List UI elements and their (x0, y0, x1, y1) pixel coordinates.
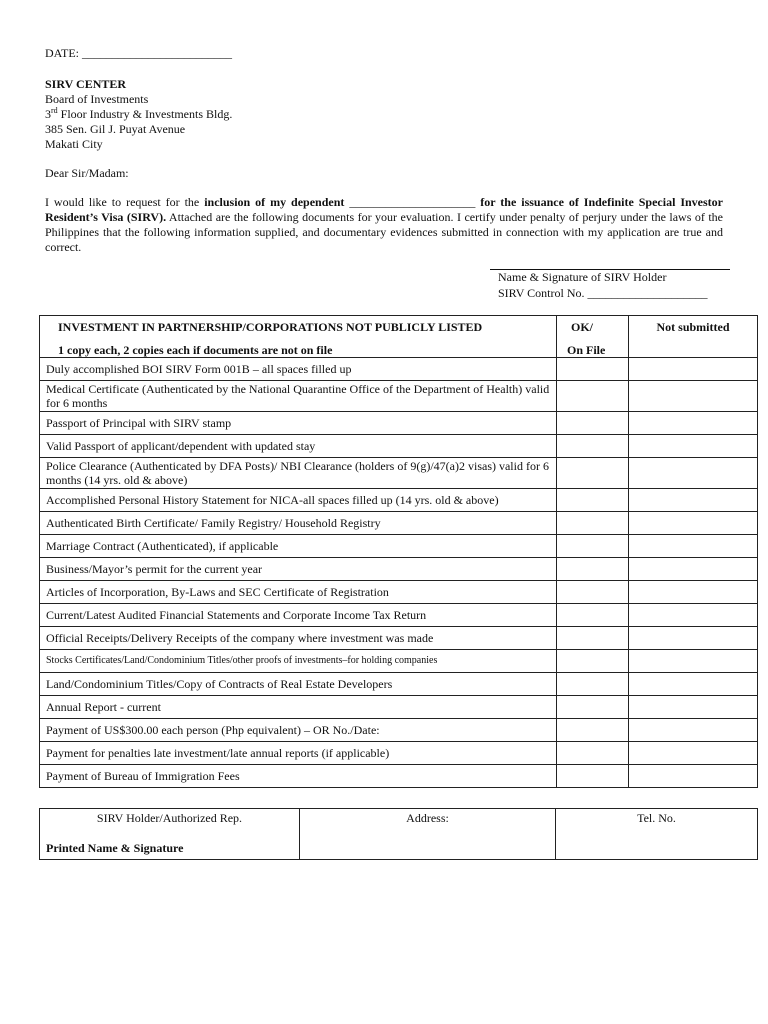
checklist-item-label: Police Clearance (Authenticated by DFA Posts)/ NBI Clearance (holders of 9(g)/47(a)2 visas) valid for 6 months (14 yrs. old & above) (40, 458, 557, 489)
not-submitted-checkbox[interactable] (629, 412, 758, 435)
not-submitted-checkbox[interactable] (629, 489, 758, 512)
ok-on-file-checkbox[interactable] (557, 673, 629, 696)
signature-label: Name & Signature of SIRV Holder (498, 270, 667, 284)
request-paragraph: I would like to request for the inclusion of my dependent _____________________ for the issuance of Indefinite Special Investor Resident’s Visa (SIRV). Attached are the following documents for your evaluation. I certify under penalty of perjury under the laws of the Philippines that the following information supplied, and documentary evidences submitted in connection with my application are true and correct. (45, 195, 724, 254)
checklist-row (40, 412, 758, 435)
header-ok-cell: OK/ On File (557, 316, 629, 358)
checklist-row (40, 535, 758, 558)
header-not-submitted: Not submitted (629, 316, 758, 358)
checklist-row (40, 604, 758, 627)
checklist-row (40, 435, 758, 458)
checklist-item-label: Authenticated Birth Certificate/ Family Registry/ Household Registry (40, 512, 557, 535)
header-title: INVESTMENT IN PARTNERSHIP/CORPORATIONS NOT PUBLICLY LISTED (58, 320, 483, 334)
ok-on-file-checkbox[interactable] (557, 558, 629, 581)
checklist-row (40, 696, 758, 719)
not-submitted-checkbox[interactable] (629, 535, 758, 558)
ok-on-file-checkbox[interactable] (557, 604, 629, 627)
printed-name-label: Printed Name & Signature (46, 841, 184, 855)
ok-on-file-checkbox[interactable] (557, 535, 629, 558)
not-submitted-checkbox[interactable] (629, 604, 758, 627)
ok-on-file-checkbox[interactable] (557, 358, 629, 381)
not-submitted-checkbox[interactable] (629, 673, 758, 696)
ok-on-file-checkbox[interactable] (557, 435, 629, 458)
ok-on-file-checkbox[interactable] (557, 696, 629, 719)
not-submitted-checkbox[interactable] (629, 512, 758, 535)
ok-on-file-checkbox[interactable] (557, 489, 629, 512)
checklist-row (40, 719, 758, 742)
authorized-rep-cell[interactable] (40, 809, 300, 860)
not-submitted-checkbox[interactable] (629, 650, 758, 673)
checklist-header (40, 316, 758, 358)
checklist-item-label: Stocks Certificates/Land/Condominium Titles/other proofs of investments–for holding companies (40, 650, 557, 673)
recipient-line-1: Board of Investments (45, 92, 149, 106)
not-submitted-checkbox[interactable] (629, 558, 758, 581)
dependent-name-blank[interactable]: _____________________ (344, 195, 481, 209)
recipient-line-3: 385 Sen. Gil J. Puyat Avenue (45, 122, 186, 136)
checklist-row (40, 581, 758, 604)
date-field[interactable]: DATE: _________________________ (45, 46, 232, 60)
checklist-item-label: Payment of Bureau of Immigration Fees (40, 765, 557, 788)
not-submitted-checkbox[interactable] (629, 435, 758, 458)
checklist-item-label: Accomplished Personal History Statement for NICA-all spaces filled up (14 yrs. old & above) (40, 489, 557, 512)
checklist-item-label: Land/Condominium Titles/Copy of Contracts of Real Estate Developers (40, 673, 557, 696)
checklist-item-label: Current/Latest Audited Financial Statements and Corporate Income Tax Return (40, 604, 557, 627)
control-number-field[interactable]: SIRV Control No. ____________________ (498, 286, 708, 300)
header-subtitle: 1 copy each, 2 copies each if documents are not on file (58, 343, 333, 357)
recipient-line-2: 3rd Floor Industry & Investments Bldg. (45, 106, 233, 121)
checklist-row (40, 673, 758, 696)
checklist-row (40, 765, 758, 788)
not-submitted-checkbox[interactable] (629, 696, 758, 719)
ok-on-file-checkbox[interactable] (557, 412, 629, 435)
not-submitted-checkbox[interactable] (629, 458, 758, 489)
ok-on-file-checkbox[interactable] (557, 650, 629, 673)
not-submitted-checkbox[interactable] (629, 765, 758, 788)
tel-cell[interactable] (556, 809, 758, 860)
salutation: Dear Sir/Madam: (45, 166, 129, 180)
tel-label: Tel. No. (637, 811, 676, 825)
recipient-line-4: Makati City (45, 137, 103, 151)
checklist-row (40, 650, 758, 673)
ok-on-file-checkbox[interactable] (557, 458, 629, 489)
document-checklist (39, 315, 758, 788)
recipient-center: SIRV CENTER (45, 77, 127, 91)
checklist-row (40, 512, 758, 535)
not-submitted-checkbox[interactable] (629, 381, 758, 412)
checklist-item-label: Annual Report - current (40, 696, 557, 719)
authorized-rep-label: SIRV Holder/Authorized Rep. (96, 811, 243, 825)
ok-on-file-checkbox[interactable] (557, 719, 629, 742)
address-label: Address: (406, 811, 449, 825)
not-submitted-checkbox[interactable] (629, 358, 758, 381)
ok-on-file-checkbox[interactable] (557, 581, 629, 604)
checklist-item-label: Business/Mayor’s permit for the current year (40, 558, 557, 581)
checklist-item-label: Articles of Incorporation, By-Laws and SEC Certificate of Registration (40, 581, 557, 604)
checklist-item-label: Medical Certificate (Authenticated by the National Quarantine Office of the Department of Health) valid for 6 months (40, 381, 557, 412)
checklist-item-label: Duly accomplished BOI SIRV Form 001B – all spaces filled up (40, 358, 557, 381)
header-title-cell (40, 316, 557, 358)
address-cell[interactable] (300, 809, 556, 860)
not-submitted-checkbox[interactable] (629, 742, 758, 765)
signatory-footer (39, 808, 758, 860)
checklist-item-label: Marriage Contract (Authenticated), if applicable (40, 535, 557, 558)
checklist-row (40, 742, 758, 765)
checklist-row (40, 627, 758, 650)
checklist-item-label: Payment of US$300.00 each person (Php equivalent) – OR No./Date: (40, 719, 557, 742)
ok-on-file-checkbox[interactable] (557, 742, 629, 765)
recipient-address (45, 77, 232, 152)
ok-on-file-checkbox[interactable] (557, 765, 629, 788)
checklist-row (40, 458, 758, 489)
checklist-item-label: Passport of Principal with SIRV stamp (40, 412, 557, 435)
ok-on-file-checkbox[interactable] (557, 381, 629, 412)
checklist-row (40, 489, 758, 512)
ok-on-file-checkbox[interactable] (557, 627, 629, 650)
checklist-row (40, 358, 758, 381)
not-submitted-checkbox[interactable] (629, 581, 758, 604)
checklist-item-label: Official Receipts/Delivery Receipts of the company where investment was made (40, 627, 557, 650)
not-submitted-checkbox[interactable] (629, 719, 758, 742)
checklist-item-label: Payment for penalties late investment/late annual reports (if applicable) (40, 742, 557, 765)
checklist-row (40, 381, 758, 412)
not-submitted-checkbox[interactable] (629, 627, 758, 650)
ok-on-file-checkbox[interactable] (557, 512, 629, 535)
checklist-item-label: Valid Passport of applicant/dependent with updated stay (40, 435, 557, 458)
checklist-row (40, 558, 758, 581)
